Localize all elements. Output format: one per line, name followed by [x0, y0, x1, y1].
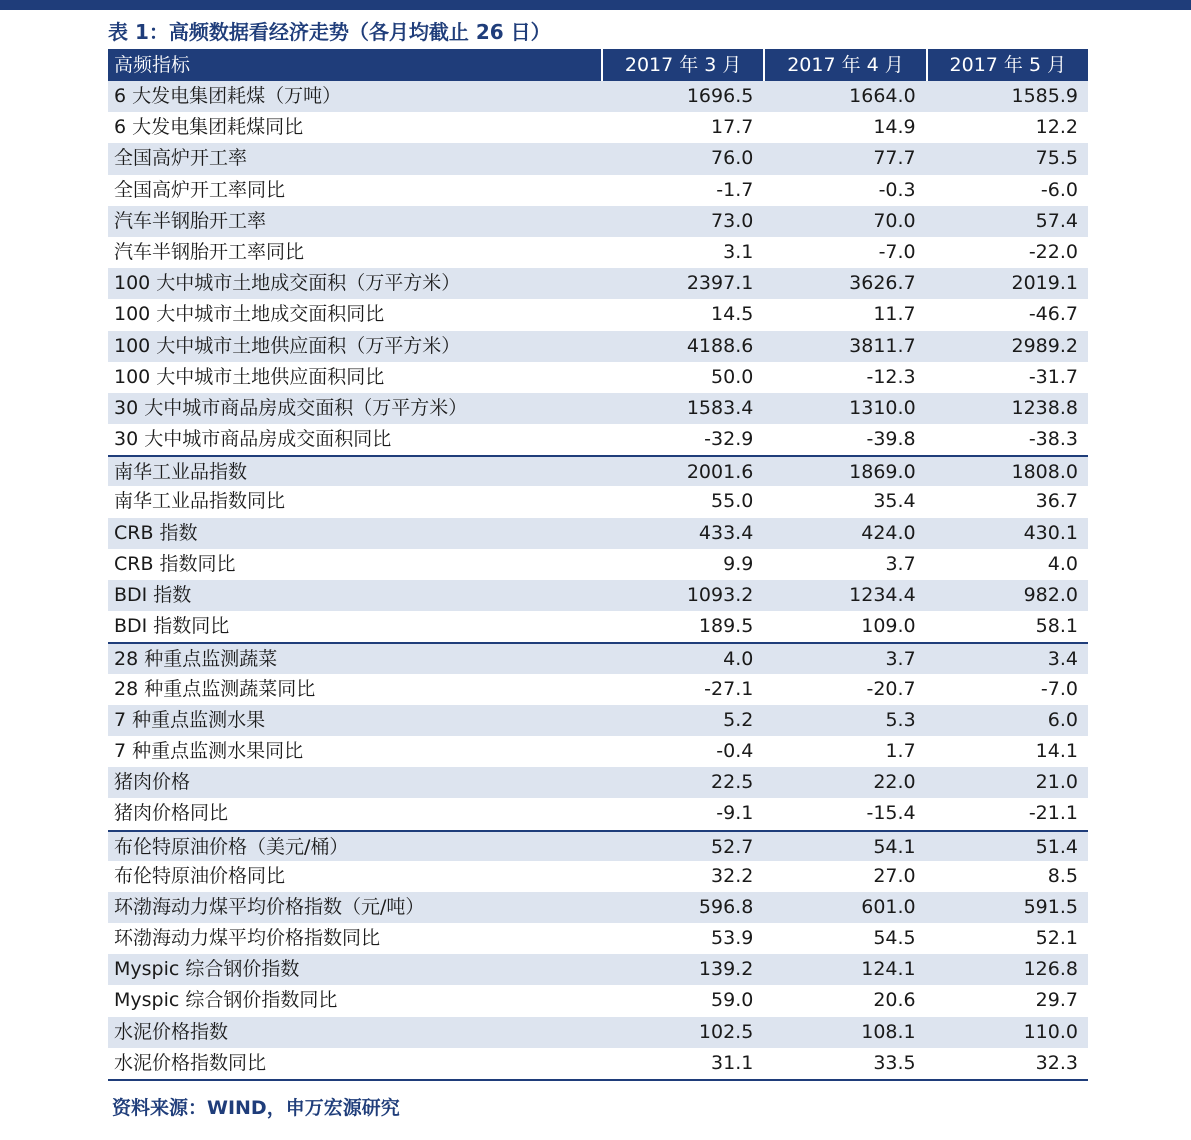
row-value-2017-05: 1238.8: [1011, 396, 1078, 419]
row-value-2017-03: 9.9: [723, 552, 754, 575]
row-value-2017-03: 76.0: [711, 147, 754, 170]
row-value-2017-03: 5.2: [723, 708, 754, 731]
row-value-2017-04: -39.8: [866, 428, 916, 451]
row-label: 猪肉价格同比: [114, 802, 229, 825]
row-label: 水泥价格指数同比: [114, 1051, 267, 1074]
row-value-2017-04: 1234.4: [849, 584, 916, 606]
row-value-2017-04: 3811.7: [849, 334, 916, 357]
row-value-2017-03: 50.0: [711, 365, 754, 388]
table-row: [108, 642, 1088, 673]
row-value-2017-04: 22.0: [873, 771, 916, 794]
row-label: 7 种重点监测水果同比: [114, 739, 304, 762]
row-value-2017-05: 430.1: [1023, 521, 1078, 544]
row-value-2017-05: -22.0: [1028, 240, 1078, 263]
row-value-2017-05: 982.0: [1023, 584, 1078, 606]
row-value-2017-04: -12.3: [866, 365, 916, 388]
row-value-2017-04: -7.0: [878, 240, 916, 263]
row-value-2017-05: 8.5: [1047, 864, 1078, 887]
row-label: Myspic 综合钢价指数同比: [114, 989, 338, 1012]
row-label: 100 大中城市土地供应面积（万平方米）: [114, 334, 461, 357]
table-row: [108, 455, 1088, 486]
table-row: [108, 767, 1088, 798]
row-value-2017-05: 12.2: [1035, 116, 1078, 139]
row-value-2017-03: 59.0: [711, 989, 754, 1012]
row-label: 南华工业品指数: [114, 461, 248, 484]
row-value-2017-04: 109.0: [861, 615, 916, 638]
row-label: 30 大中城市商品房成交面积同比: [114, 428, 392, 451]
row-value-2017-04: 54.5: [873, 927, 916, 950]
table-row: [108, 985, 1088, 1016]
table-row: [108, 674, 1088, 705]
row-label: 环渤海动力煤平均价格指数同比: [114, 927, 381, 950]
row-label: 6 大发电集团耗煤同比: [114, 116, 304, 139]
row-value-2017-05: 32.3: [1035, 1051, 1078, 1074]
row-value-2017-03: 22.5: [711, 771, 754, 794]
row-value-2017-03: 31.1: [711, 1051, 754, 1074]
row-label: 28 种重点监测蔬菜: [114, 648, 278, 671]
row-value-2017-04: 1664.0: [849, 85, 916, 107]
row-label: CRB 指数同比: [114, 552, 236, 575]
row-label: 30 大中城市商品房成交面积（万平方米）: [114, 396, 468, 419]
row-value-2017-04: 14.9: [873, 116, 916, 139]
row-value-2017-04: -15.4: [866, 802, 916, 825]
top-accent-bar: [0, 0, 1191, 10]
row-value-2017-04: 5.3: [885, 708, 916, 731]
row-value-2017-03: -32.9: [704, 428, 754, 451]
row-value-2017-03: 102.5: [698, 1020, 754, 1043]
row-value-2017-05: -38.3: [1028, 428, 1078, 451]
row-value-2017-03: -27.1: [704, 677, 754, 700]
row-value-2017-05: 58.1: [1035, 615, 1078, 638]
row-value-2017-05: 2989.2: [1011, 334, 1078, 357]
row-value-2017-04: 3.7: [885, 648, 916, 671]
table-row: [108, 736, 1088, 767]
row-value-2017-05: 36.7: [1035, 490, 1078, 513]
table-row: [108, 331, 1088, 362]
header-2017-04: 2017 年 4 月: [763, 49, 925, 81]
row-value-2017-03: 2397.1: [686, 272, 754, 295]
indicator-table: [108, 49, 1088, 1081]
table-row: [108, 798, 1088, 829]
row-value-2017-03: 17.7: [711, 116, 754, 139]
table-row: [108, 206, 1088, 237]
table-row: [108, 424, 1088, 455]
table-row: [108, 175, 1088, 206]
row-label: BDI 指数: [114, 584, 192, 606]
table-row: [108, 237, 1088, 268]
row-value-2017-03: 189.5: [698, 615, 754, 638]
row-value-2017-05: 126.8: [1023, 958, 1078, 981]
row-value-2017-03: 2001.6: [686, 461, 754, 484]
table-row: [108, 705, 1088, 736]
row-value-2017-05: 51.4: [1035, 835, 1078, 858]
row-label: 南华工业品指数同比: [114, 490, 286, 513]
table-header: [108, 49, 1088, 81]
row-label: 布伦特原油价格（美元/桶）: [114, 835, 349, 858]
row-value-2017-04: -0.3: [878, 178, 916, 201]
row-value-2017-04: 1.7: [885, 739, 916, 762]
table-row: [108, 1017, 1088, 1048]
table-row: [108, 518, 1088, 549]
row-value-2017-05: 4.0: [1047, 552, 1078, 575]
row-value-2017-04: 3626.7: [849, 272, 916, 295]
row-value-2017-04: 3.7: [885, 552, 916, 575]
row-value-2017-05: 2019.1: [1011, 272, 1078, 295]
row-label: 布伦特原油价格同比: [114, 864, 286, 887]
table-row: [108, 549, 1088, 580]
row-value-2017-05: 21.0: [1035, 771, 1078, 794]
table-row: [108, 299, 1088, 330]
row-value-2017-03: -1.7: [716, 178, 754, 201]
row-label: Myspic 综合钢价指数: [114, 958, 300, 981]
row-value-2017-04: -20.7: [866, 677, 916, 700]
table-row: [108, 923, 1088, 954]
table-row: [108, 861, 1088, 892]
row-value-2017-04: 1310.0: [849, 396, 916, 419]
table-row: [108, 580, 1088, 611]
row-label: 100 大中城市土地供应面积同比: [114, 365, 385, 388]
row-label: BDI 指数同比: [114, 615, 230, 638]
table-row: [108, 81, 1088, 112]
row-value-2017-03: 4188.6: [686, 334, 754, 357]
row-label: 水泥价格指数: [114, 1020, 229, 1043]
row-value-2017-04: 601.0: [861, 895, 916, 918]
table-bottom-rule: [108, 1079, 1088, 1081]
row-label: 猪肉价格: [114, 771, 191, 794]
row-label: 28 种重点监测蔬菜同比: [114, 677, 316, 700]
row-value-2017-05: -6.0: [1040, 178, 1078, 201]
row-value-2017-05: 75.5: [1035, 147, 1078, 170]
row-value-2017-03: -9.1: [716, 802, 754, 825]
table-caption: 表 1：高频数据看经济走势（各月均截止 26 日）: [108, 20, 551, 44]
table-row: [108, 611, 1088, 642]
row-label: 6 大发电集团耗煤（万吨）: [114, 85, 342, 107]
row-value-2017-05: -46.7: [1028, 303, 1078, 326]
row-value-2017-04: 424.0: [861, 521, 916, 544]
row-value-2017-05: 1585.9: [1011, 85, 1078, 107]
row-value-2017-04: 11.7: [873, 303, 916, 326]
row-value-2017-03: 4.0: [723, 648, 754, 671]
row-value-2017-05: 1808.0: [1011, 461, 1078, 484]
row-value-2017-04: 20.6: [873, 989, 916, 1012]
table-row: [108, 892, 1088, 923]
row-label: 100 大中城市土地成交面积同比: [114, 303, 385, 326]
row-value-2017-04: 108.1: [861, 1020, 916, 1043]
row-value-2017-03: 1696.5: [686, 85, 754, 107]
row-label: 环渤海动力煤平均价格指数（元/吨）: [114, 895, 425, 918]
row-value-2017-05: -21.1: [1028, 802, 1078, 825]
row-value-2017-04: 77.7: [873, 147, 916, 170]
header-2017-05: 2017 年 5 月: [926, 49, 1088, 81]
row-value-2017-03: 55.0: [711, 490, 754, 513]
row-value-2017-04: 54.1: [873, 835, 916, 858]
row-value-2017-03: 73.0: [711, 209, 754, 232]
row-value-2017-03: 1093.2: [686, 584, 754, 606]
row-value-2017-05: 6.0: [1047, 708, 1078, 731]
row-value-2017-03: 32.2: [711, 864, 754, 887]
row-value-2017-03: 14.5: [711, 303, 754, 326]
table-row: [108, 830, 1088, 861]
row-label: 全国高炉开工率: [114, 147, 248, 170]
row-value-2017-03: 52.7: [711, 835, 754, 858]
row-value-2017-03: 433.4: [698, 521, 754, 544]
row-value-2017-04: 70.0: [873, 209, 916, 232]
row-value-2017-03: 596.8: [698, 895, 754, 918]
row-label: 7 种重点监测水果: [114, 708, 266, 731]
table-row: [108, 112, 1088, 143]
row-value-2017-04: 27.0: [873, 864, 916, 887]
row-value-2017-05: 14.1: [1035, 739, 1078, 762]
row-value-2017-05: 52.1: [1035, 927, 1078, 950]
row-value-2017-03: 139.2: [698, 958, 754, 981]
row-value-2017-05: -7.0: [1040, 677, 1078, 700]
table-body: [108, 81, 1088, 1079]
row-value-2017-03: 53.9: [711, 927, 754, 950]
row-value-2017-03: -0.4: [716, 739, 754, 762]
row-value-2017-05: 57.4: [1035, 209, 1078, 232]
row-value-2017-05: 29.7: [1035, 989, 1078, 1012]
row-value-2017-04: 33.5: [873, 1051, 916, 1074]
row-value-2017-05: 3.4: [1047, 648, 1078, 671]
table-row: [108, 362, 1088, 393]
table-row: [108, 393, 1088, 424]
row-value-2017-04: 124.1: [861, 958, 916, 981]
row-label: 汽车半钢胎开工率同比: [114, 240, 305, 263]
row-value-2017-05: 591.5: [1023, 895, 1078, 918]
header-2017-03: 2017 年 3 月: [601, 49, 763, 81]
row-value-2017-04: 1869.0: [849, 461, 916, 484]
row-label: CRB 指数: [114, 521, 198, 544]
row-value-2017-05: -31.7: [1028, 365, 1078, 388]
table-row: [108, 486, 1088, 517]
row-value-2017-03: 3.1: [723, 240, 754, 263]
row-value-2017-04: 35.4: [873, 490, 916, 513]
header-indicator: 高频指标: [114, 54, 191, 76]
row-label: 100 大中城市土地成交面积（万平方米）: [114, 272, 461, 295]
row-value-2017-05: 110.0: [1023, 1020, 1078, 1043]
row-label: 汽车半钢胎开工率: [114, 209, 267, 232]
table-row: [108, 1048, 1088, 1079]
row-label: 全国高炉开工率同比: [114, 178, 286, 201]
table-row: [108, 143, 1088, 174]
table-row: [108, 268, 1088, 299]
table-row: [108, 954, 1088, 985]
source-note: 资料来源：WIND，申万宏源研究: [112, 1097, 400, 1119]
row-value-2017-03: 1583.4: [686, 396, 754, 419]
